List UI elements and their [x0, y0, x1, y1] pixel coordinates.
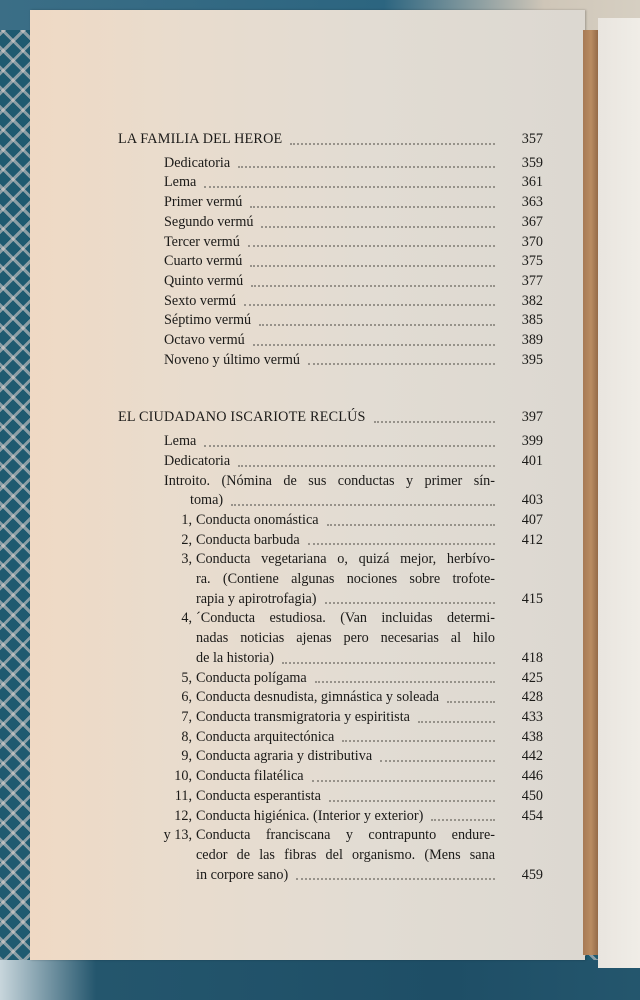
- section-title: LA FAMILIA DEL HEROE: [118, 131, 283, 147]
- toc-entry-conducta: [156, 807, 543, 827]
- dot-leader: [418, 721, 495, 723]
- toc-entry-conducta: [156, 550, 543, 609]
- toc-section-el-ciudadano-iscariote-reclus: [118, 408, 543, 885]
- page-number: 459: [521, 866, 543, 883]
- toc-entry-introito: [118, 472, 543, 511]
- page-number: 428: [521, 689, 543, 706]
- page-number: 382: [521, 292, 543, 309]
- toc-section-la-familia-del-heroe: [118, 130, 543, 370]
- entry-number: 1,: [181, 511, 192, 528]
- toc-entry: [118, 311, 543, 331]
- entry-label: Cuarto vermú: [164, 253, 243, 270]
- dot-leader: [259, 324, 495, 326]
- toc-entry-conducta: [156, 767, 543, 787]
- dot-leader: [204, 445, 495, 447]
- toc-entry-conducta: [156, 531, 543, 551]
- entry-label-line: Conducta franciscana y contrapunto endure-: [196, 827, 495, 844]
- entry-label: Primer vermú: [164, 194, 243, 211]
- book-gutter-edge: [583, 30, 599, 955]
- toc-entry: [118, 292, 543, 312]
- toc-section-heading: [118, 408, 543, 428]
- entry-last-line: [164, 491, 543, 511]
- dot-leader: [431, 819, 495, 821]
- dot-leader: [327, 524, 495, 526]
- entry-label: Sexto vermú: [164, 292, 237, 309]
- dot-leader: [282, 662, 495, 664]
- entry-number: 5,: [181, 669, 192, 686]
- dot-leader: [248, 245, 495, 247]
- page-number: 370: [521, 233, 543, 250]
- entry-number: 10,: [174, 768, 192, 785]
- page-number: 438: [521, 728, 543, 745]
- toc-entry: [118, 452, 543, 472]
- dot-leader: [250, 265, 495, 267]
- entry-label: Lema: [164, 174, 197, 191]
- page-number: 357: [521, 131, 543, 147]
- toc-entry: [118, 351, 543, 371]
- dot-leader: [204, 186, 495, 188]
- toc-entry-conducta: [156, 728, 543, 748]
- entry-label-line: cedor de las fibras del organismo. (Mens sana: [196, 846, 495, 863]
- dot-leader: [244, 304, 495, 306]
- entry-number: 3,: [181, 551, 192, 568]
- entry-label: Conducta desnudista, gimnástica y soleada: [196, 689, 440, 706]
- entry-label: Octavo vermú: [164, 332, 245, 349]
- entry-label-line: toma): [190, 492, 224, 509]
- entry-label: Conducta higiénica. (Interior y exterior): [196, 807, 424, 824]
- entry-label: Conducta agraria y distributiva: [196, 748, 373, 765]
- dot-leader: [296, 878, 495, 880]
- toc-entry-conducta: [156, 511, 543, 531]
- entry-label-line: rapia y apirotrofagia): [196, 590, 317, 607]
- dot-leader: [380, 760, 495, 762]
- entry-number: 8,: [181, 728, 192, 745]
- entry-number: 11,: [174, 787, 192, 804]
- entry-label-line: in corpore sano): [196, 866, 289, 883]
- page-number: 399: [521, 433, 543, 450]
- page-number: 403: [521, 492, 543, 509]
- dot-leader: [374, 421, 495, 423]
- entry-label-line: de la historia): [196, 649, 275, 666]
- dot-leader: [238, 465, 495, 467]
- page-number: 375: [521, 253, 543, 270]
- entry-label: Conducta polígama: [196, 669, 307, 686]
- page-number: 446: [521, 768, 543, 785]
- entry-label: Dedicatoria: [164, 154, 231, 171]
- entry-number: 9,: [181, 748, 192, 765]
- dot-leader: [308, 543, 495, 545]
- entry-number: 2,: [181, 531, 192, 548]
- page-number: 363: [521, 194, 543, 211]
- dot-leader: [238, 166, 495, 168]
- entry-label: Segundo vermú: [164, 213, 254, 230]
- entry-label-line: Conducta vegetariana o, quizá mejor, herbívo-: [196, 551, 495, 568]
- entry-label-line: ra. (Contiene algunas nociones sobre trofote-: [196, 571, 495, 588]
- entry-number: 12,: [174, 807, 192, 824]
- toc-entry-conducta: [138, 826, 543, 885]
- dot-leader: [447, 701, 495, 703]
- entry-label-line: Introito. (Nómina de sus conductas y primer sín-: [164, 472, 495, 489]
- page-number: 401: [521, 452, 543, 469]
- dot-leader: [261, 226, 495, 228]
- entry-label: Conducta arquitectónica: [196, 728, 335, 745]
- background-bottom-strip: [0, 960, 640, 1000]
- page-number: 397: [521, 409, 543, 426]
- entry-label: Conducta barbuda: [196, 531, 300, 548]
- table-of-contents: [118, 130, 543, 885]
- dot-leader: [342, 740, 495, 742]
- entry-label: Tercer vermú: [164, 233, 240, 250]
- page-number: 425: [521, 669, 543, 686]
- entry-label: Conducta filatélica: [196, 768, 304, 785]
- page-number: 454: [521, 807, 543, 824]
- toc-entry: [118, 432, 543, 452]
- toc-entry: [118, 193, 543, 213]
- toc-entry: [118, 252, 543, 272]
- toc-section-heading: [118, 130, 543, 150]
- page-number: 361: [521, 174, 543, 191]
- dot-leader: [253, 344, 495, 346]
- entry-label-line: nadas noticias ajenas pero necesarias al hilo: [196, 630, 495, 647]
- toc-entry-conducta: [156, 787, 543, 807]
- toc-entry: [118, 154, 543, 174]
- entry-label: Conducta transmigratoria y espiritista: [196, 708, 410, 725]
- toc-entry: [118, 233, 543, 253]
- dot-leader: [290, 143, 495, 145]
- dot-leader: [250, 206, 495, 208]
- page-number: 395: [521, 351, 543, 368]
- page-number: 367: [521, 213, 543, 230]
- facing-page-edge: [598, 18, 640, 968]
- entry-label: Lema: [164, 433, 197, 450]
- entry-label: Quinto vermú: [164, 272, 244, 289]
- page-number: 389: [521, 332, 543, 349]
- entry-label: Noveno y último vermú: [164, 351, 300, 368]
- entry-number: 7,: [181, 708, 192, 725]
- toc-entry: [118, 331, 543, 351]
- dot-leader: [308, 363, 495, 365]
- page-number: 418: [521, 649, 543, 666]
- conductas-list: [118, 511, 543, 885]
- entry-number: y 13,: [163, 827, 192, 844]
- page-number: 407: [521, 511, 543, 528]
- toc-entry-conducta: [156, 708, 543, 728]
- toc-entry: [118, 272, 543, 292]
- page-number: 442: [521, 748, 543, 765]
- dot-leader: [312, 780, 495, 782]
- entry-number: 6,: [181, 689, 192, 706]
- page-number: 450: [521, 787, 543, 804]
- page-number: 415: [521, 590, 543, 607]
- entry-label-line: ´Conducta estudiosa. (Van incluidas determi-: [196, 610, 495, 627]
- toc-entry-conducta: [156, 688, 543, 708]
- entry-label: Conducta onomástica: [196, 511, 319, 528]
- toc-entry-conducta: [156, 747, 543, 767]
- page-number: 377: [521, 272, 543, 289]
- page-number: 385: [521, 312, 543, 329]
- section-title: EL CIUDADANO ISCARIOTE RECLÚS: [118, 409, 366, 426]
- dot-leader: [315, 681, 495, 683]
- entry-label: Séptimo vermú: [164, 312, 252, 329]
- dot-leader: [231, 504, 495, 506]
- toc-entry-conducta: [156, 609, 543, 668]
- toc-entry: [118, 173, 543, 193]
- toc-entry-conducta: [156, 669, 543, 689]
- entry-label: Conducta esperantista: [196, 787, 321, 804]
- page-number: 412: [521, 531, 543, 548]
- entry-number: 4,: [181, 610, 192, 627]
- dot-leader: [329, 800, 495, 802]
- toc-entry: [118, 213, 543, 233]
- entry-label: Dedicatoria: [164, 452, 231, 469]
- page-number: 433: [521, 708, 543, 725]
- dot-leader: [325, 602, 495, 604]
- dot-leader: [251, 285, 495, 287]
- page-number: 359: [521, 154, 543, 171]
